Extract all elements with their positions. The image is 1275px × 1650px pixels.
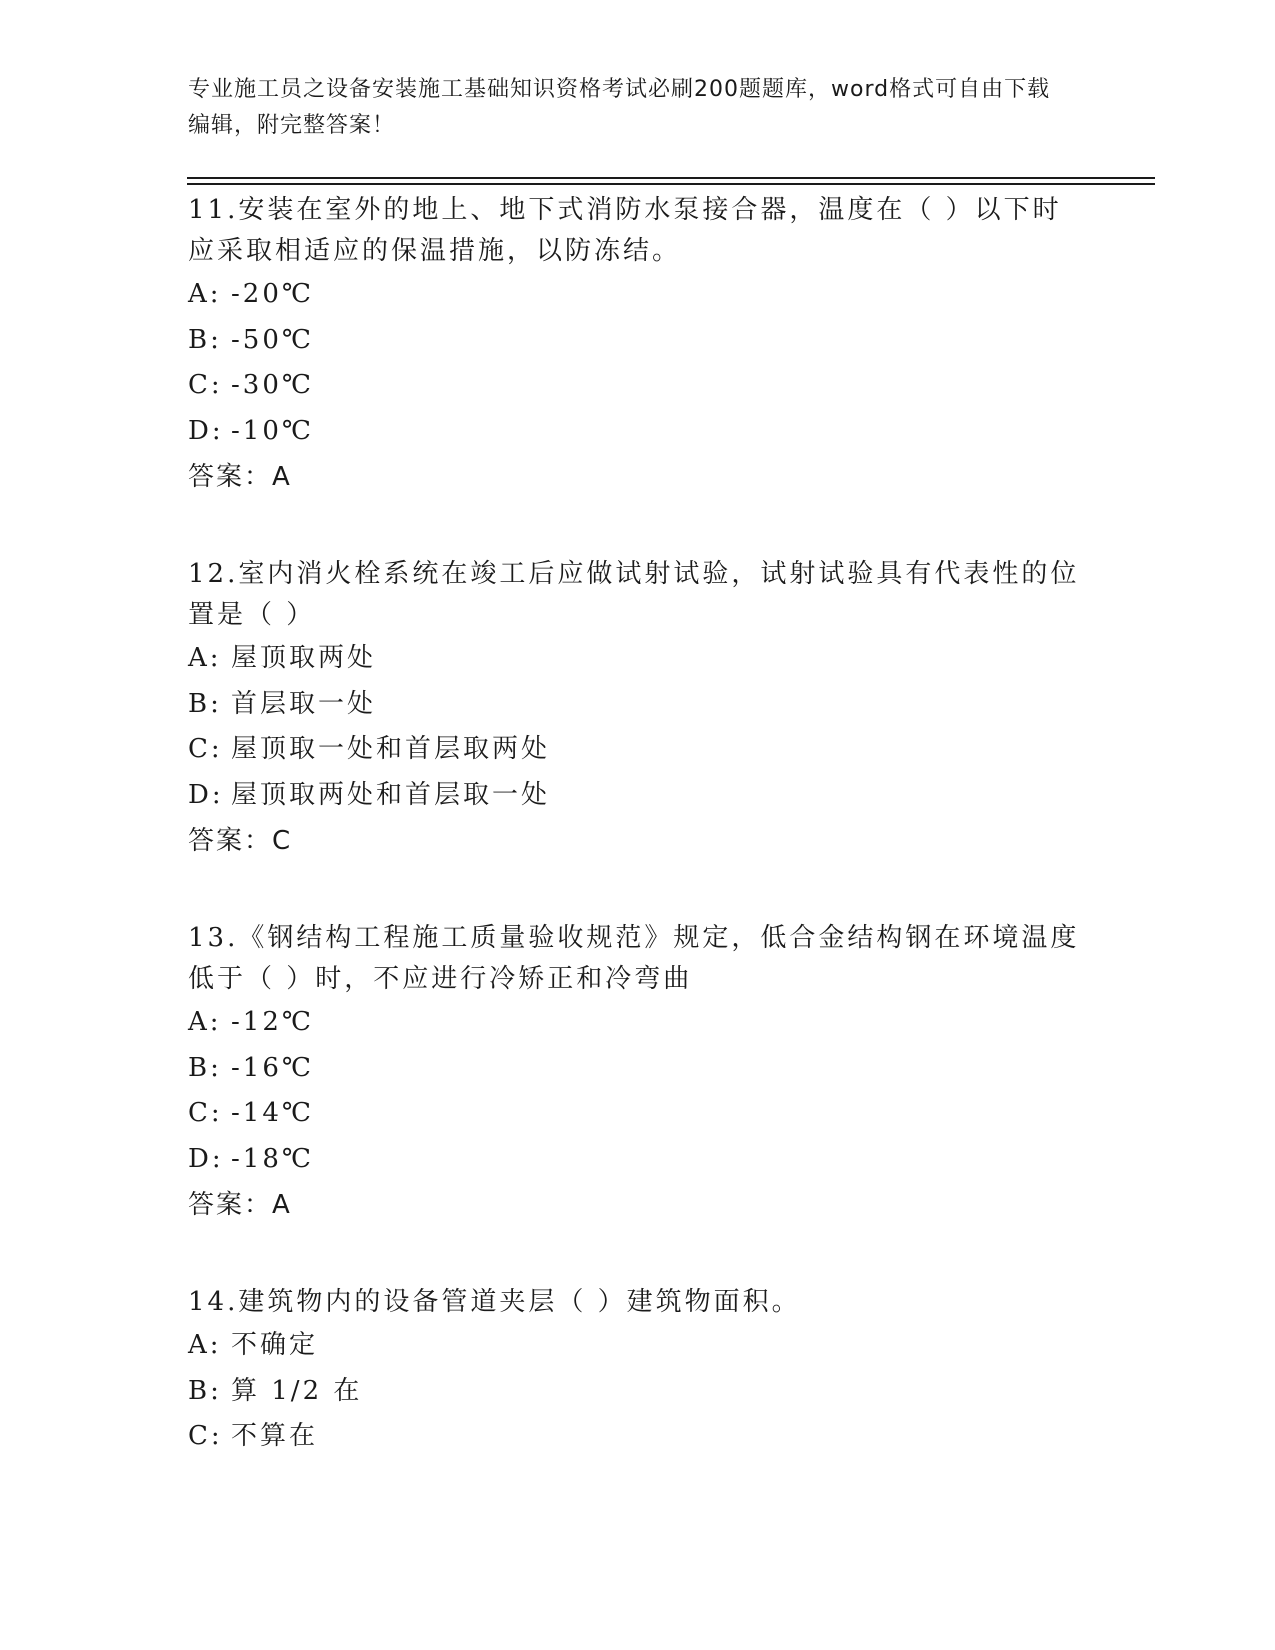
option-d	[188, 773, 1088, 819]
option-letter: A:	[188, 643, 222, 673]
option-letter: C:	[188, 1421, 223, 1451]
option-text: 屋顶取一处和首层取两处	[231, 734, 551, 764]
option-letter: D:	[188, 779, 224, 810]
option-text: 屋顶取两处和首层取一处	[231, 779, 551, 810]
option-c	[188, 363, 1088, 409]
option-a	[188, 272, 1088, 318]
option-text: -30℃	[231, 370, 314, 400]
option-letter: C:	[188, 734, 223, 764]
option-text: -20℃	[231, 279, 314, 309]
option-letter: B:	[188, 688, 222, 719]
question-14	[188, 1282, 1088, 1460]
answer-line: 答案：A	[188, 462, 292, 492]
option-letter: B:	[188, 1052, 222, 1083]
option-letter: A:	[188, 1330, 222, 1360]
question-13	[188, 918, 1088, 1228]
option-b	[188, 682, 1088, 728]
option-letter: A:	[188, 279, 222, 309]
option-c	[188, 1414, 1088, 1460]
header-divider-top	[187, 177, 1155, 179]
option-letter: A:	[188, 1007, 222, 1037]
option-d	[188, 409, 1088, 455]
question-stem: 12.室内消火栓系统在竣工后应做试射试验，试射试验具有代表性的位置是（ ）	[188, 559, 1080, 630]
option-b	[188, 318, 1088, 364]
question-stem: 14.建筑物内的设备管道夹层（ ）建筑物面积。	[188, 1287, 801, 1317]
option-list	[188, 272, 1088, 454]
document-header: 专业施工员之设备安装施工基础知识资格考试必刷200题题库，word格式可自由下载编辑，附完整答案！	[188, 77, 1051, 138]
option-b	[188, 1046, 1088, 1092]
option-text: -50℃	[231, 324, 314, 355]
answer-line: 答案：C	[188, 826, 293, 856]
option-letter: B:	[188, 324, 222, 355]
option-text: 算 1/2 在	[231, 1375, 363, 1406]
option-list	[188, 1000, 1088, 1182]
option-text: -12℃	[231, 1007, 314, 1037]
option-letter: C:	[188, 1098, 223, 1128]
option-text: -16℃	[231, 1052, 314, 1083]
option-c	[188, 1091, 1088, 1137]
option-text: 屋顶取两处	[231, 643, 377, 673]
option-text: 不确定	[231, 1330, 319, 1360]
option-letter: D:	[188, 415, 224, 446]
question-11	[188, 190, 1088, 500]
question-stem: 11.安装在室外的地上、地下式消防水泵接合器，温度在（ ）以下时应采取相适应的保温措施，以防冻结。	[188, 195, 1062, 266]
answer-line: 答案：A	[188, 1190, 292, 1220]
option-b	[188, 1369, 1088, 1415]
option-a	[188, 1323, 1088, 1369]
option-d	[188, 1137, 1088, 1183]
option-a	[188, 636, 1088, 682]
option-letter: C:	[188, 370, 223, 400]
option-text: -18℃	[231, 1143, 314, 1174]
option-letter: D:	[188, 1143, 224, 1174]
option-text: -10℃	[231, 415, 314, 446]
option-text: 首层取一处	[231, 688, 377, 719]
header-divider-bottom	[187, 183, 1155, 185]
option-c	[188, 727, 1088, 773]
option-list	[188, 636, 1088, 818]
question-12	[188, 554, 1088, 864]
option-letter: B:	[188, 1375, 222, 1406]
option-text: 不算在	[231, 1421, 319, 1451]
option-text: -14℃	[231, 1098, 314, 1128]
option-list	[188, 1323, 1088, 1460]
question-stem: 13.《钢结构工程施工质量验收规范》规定，低合金结构钢在环境温度低于（ ）时，不应进行冷矫正和冷弯曲	[188, 923, 1080, 994]
option-a	[188, 1000, 1088, 1046]
